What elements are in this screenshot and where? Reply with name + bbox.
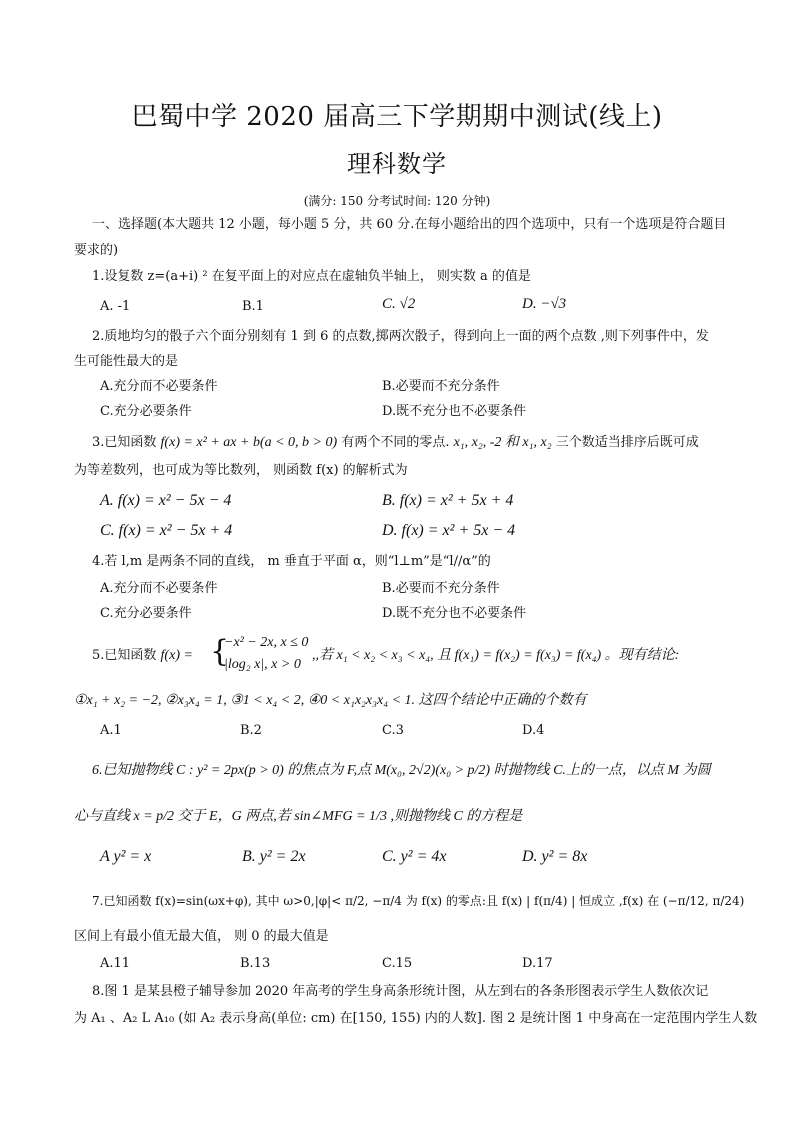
q7-option-c: C.15 [382, 956, 413, 971]
q4-stem: 4.若 l,m 是两条不同的直线， m 垂直于平面 α，则“l⊥m”是“l//α”的 [92, 554, 491, 569]
q4-option-d: D.既不充分也不必要条件 [382, 606, 527, 621]
q6-stem: 6.已知抛物线 C : y² = 2px(p > 0) 的焦点为 F,点 M(x₀, 2√2)(x₀ > p/2) 时抛物线 C.上的一点，以点 M 为圆 [92, 763, 711, 778]
q5-case1: −x² − 2x, x ≤ 0 [224, 635, 309, 650]
q2-option-b: B.必要而不充分条件 [382, 379, 500, 394]
q5-fx: f(x) = [160, 648, 193, 663]
q5-stem-text: 5.已知函数 [92, 648, 157, 663]
q5-condition: ,,若 x₁ < x₂ < x₃ < x₄, 且 f(x₁) = f(x₂) = f(x₃) = f(x₄) 。现有结论: [312, 648, 680, 663]
q7-stem-cont: 区间上有最小值无最大值， 则 0 的最大值是 [74, 929, 329, 944]
q7-option-d: D.17 [522, 956, 553, 971]
q1-option-b: B.1 [242, 299, 264, 314]
q3-stem [92, 434, 742, 452]
q3-stem-text-d: 三个数适当排序后既可成 [555, 435, 699, 450]
q5-option-c: C.3 [382, 723, 404, 738]
page-subtitle: 理科数学 [347, 150, 447, 178]
q2-stem-cont: 生可能性最大的是 [74, 354, 179, 369]
section-heading: 一、选择题(本大题共 12 小题，每小题 5 分，共 60 分.在每小题给出的四个选项中，只有一个选项是符合题目 [92, 217, 727, 232]
q6-stem-cont: 心与直线 x = p/2 交于 E，G 两点,若 sin∠MFG = 1/3 ,则抛物线 C 的方程是 [74, 809, 523, 824]
q4-option-c: C.充分必要条件 [100, 606, 192, 621]
q6-option-d: D. y² = 8x [522, 848, 588, 865]
q5-option-d: D.4 [522, 723, 545, 738]
q6-option-c: C. y² = 4x [382, 848, 447, 865]
q3-option-b: B. f(x) = x² + 5x + 4 [382, 492, 514, 509]
section-heading-cont: 要求的) [74, 243, 119, 258]
q2-option-c: C.充分必要条件 [100, 404, 192, 419]
q3-option-a: A. f(x) = x² − 5x − 4 [100, 492, 232, 509]
q5-conclusions: ①x₁ + x₂ = −2, ②x₃x₄ = 1, ③1 < x₄ < 2, ④0 < x₁x₂x₃x₄ < 1. 这四个结论中正确的个数有 [74, 693, 587, 708]
q1-stem: 1.设复数 z=(a+i) ² 在复平面上的对应点在虚轴负半轴上， 则实数 a 的值是 [92, 269, 531, 284]
q5-case2: |log₂ x|, x > 0 [224, 657, 301, 672]
page-title: 巴蜀中学 2020 届高三下学期期中测试(线上) [131, 102, 663, 132]
q6-option-b: B. y² = 2x [242, 848, 306, 865]
q4-option-a: A.充分而不必要条件 [100, 581, 218, 596]
q1-option-d: D. −√3 [522, 296, 567, 312]
q1-option-c: C. √2 [382, 296, 416, 312]
q2-option-d: D.既不充分也不必要条件 [382, 404, 527, 419]
q5-option-a: A.1 [100, 723, 122, 738]
q3-stem-math-roots: x₁, x₂, -2 和 x₁, x₂ [453, 435, 552, 450]
q5-option-b: B.2 [240, 723, 262, 738]
q7-option-a: A.11 [100, 956, 131, 971]
q4-option-b: B.必要而不充分条件 [382, 581, 500, 596]
q2-option-a: A.充分而不必要条件 [100, 379, 218, 394]
q8-stem-cont: 为 A₁ 、A₂ L A₁₀ (如 A₂ 表示身高(单位: cm) 在[150, 155) 内的人数]. 图 2 是统计图 1 中身高在一定范围内学生人数 [74, 1011, 758, 1026]
q3-stem-cont: 为等差数列，也可成为等比数列， 则函数 f(x) 的解析式为 [74, 463, 408, 478]
q7-option-b: B.13 [240, 956, 271, 971]
q3-stem-math: f(x) = x² + ax + b(a < 0, b > 0) [160, 435, 338, 450]
q1-option-a: A. -1 [100, 299, 131, 314]
q2-stem: 2.质地均匀的骰子六个面分别刻有 1 到 6 的点数,掷两次骰子，得到向上一面的两个点数 ,则下列事件中，发 [92, 329, 709, 344]
q7-stem: 7.已知函数 f(x)=sin(ωx+φ), 其中 ω>0,|φ|< π/2, −π/4 为 f(x) 的零点:且 f(x) | f(π/4) | 恒成立 ,f(x) 在 (−π/12, π/24) [92, 894, 745, 908]
q5-brace-icon: { [210, 634, 230, 669]
q3-stem-text-b: 有两个不同的零点. [341, 435, 450, 450]
q3-stem-text-a: 3.已知函数 [92, 435, 157, 450]
exam-info: (满分: 150 分考试时间: 120 分钟) [303, 194, 491, 208]
q6-option-a: A y² = x [100, 848, 152, 865]
q3-option-c: C. f(x) = x² − 5x + 4 [100, 522, 233, 539]
q3-option-d: D. f(x) = x² + 5x − 4 [382, 522, 516, 539]
q8-stem: 8.图 1 是某县橙子辅导参加 2020 年高考的学生身高条形统计图，从左到右的各条形图表示学生人数依次记 [92, 984, 709, 999]
